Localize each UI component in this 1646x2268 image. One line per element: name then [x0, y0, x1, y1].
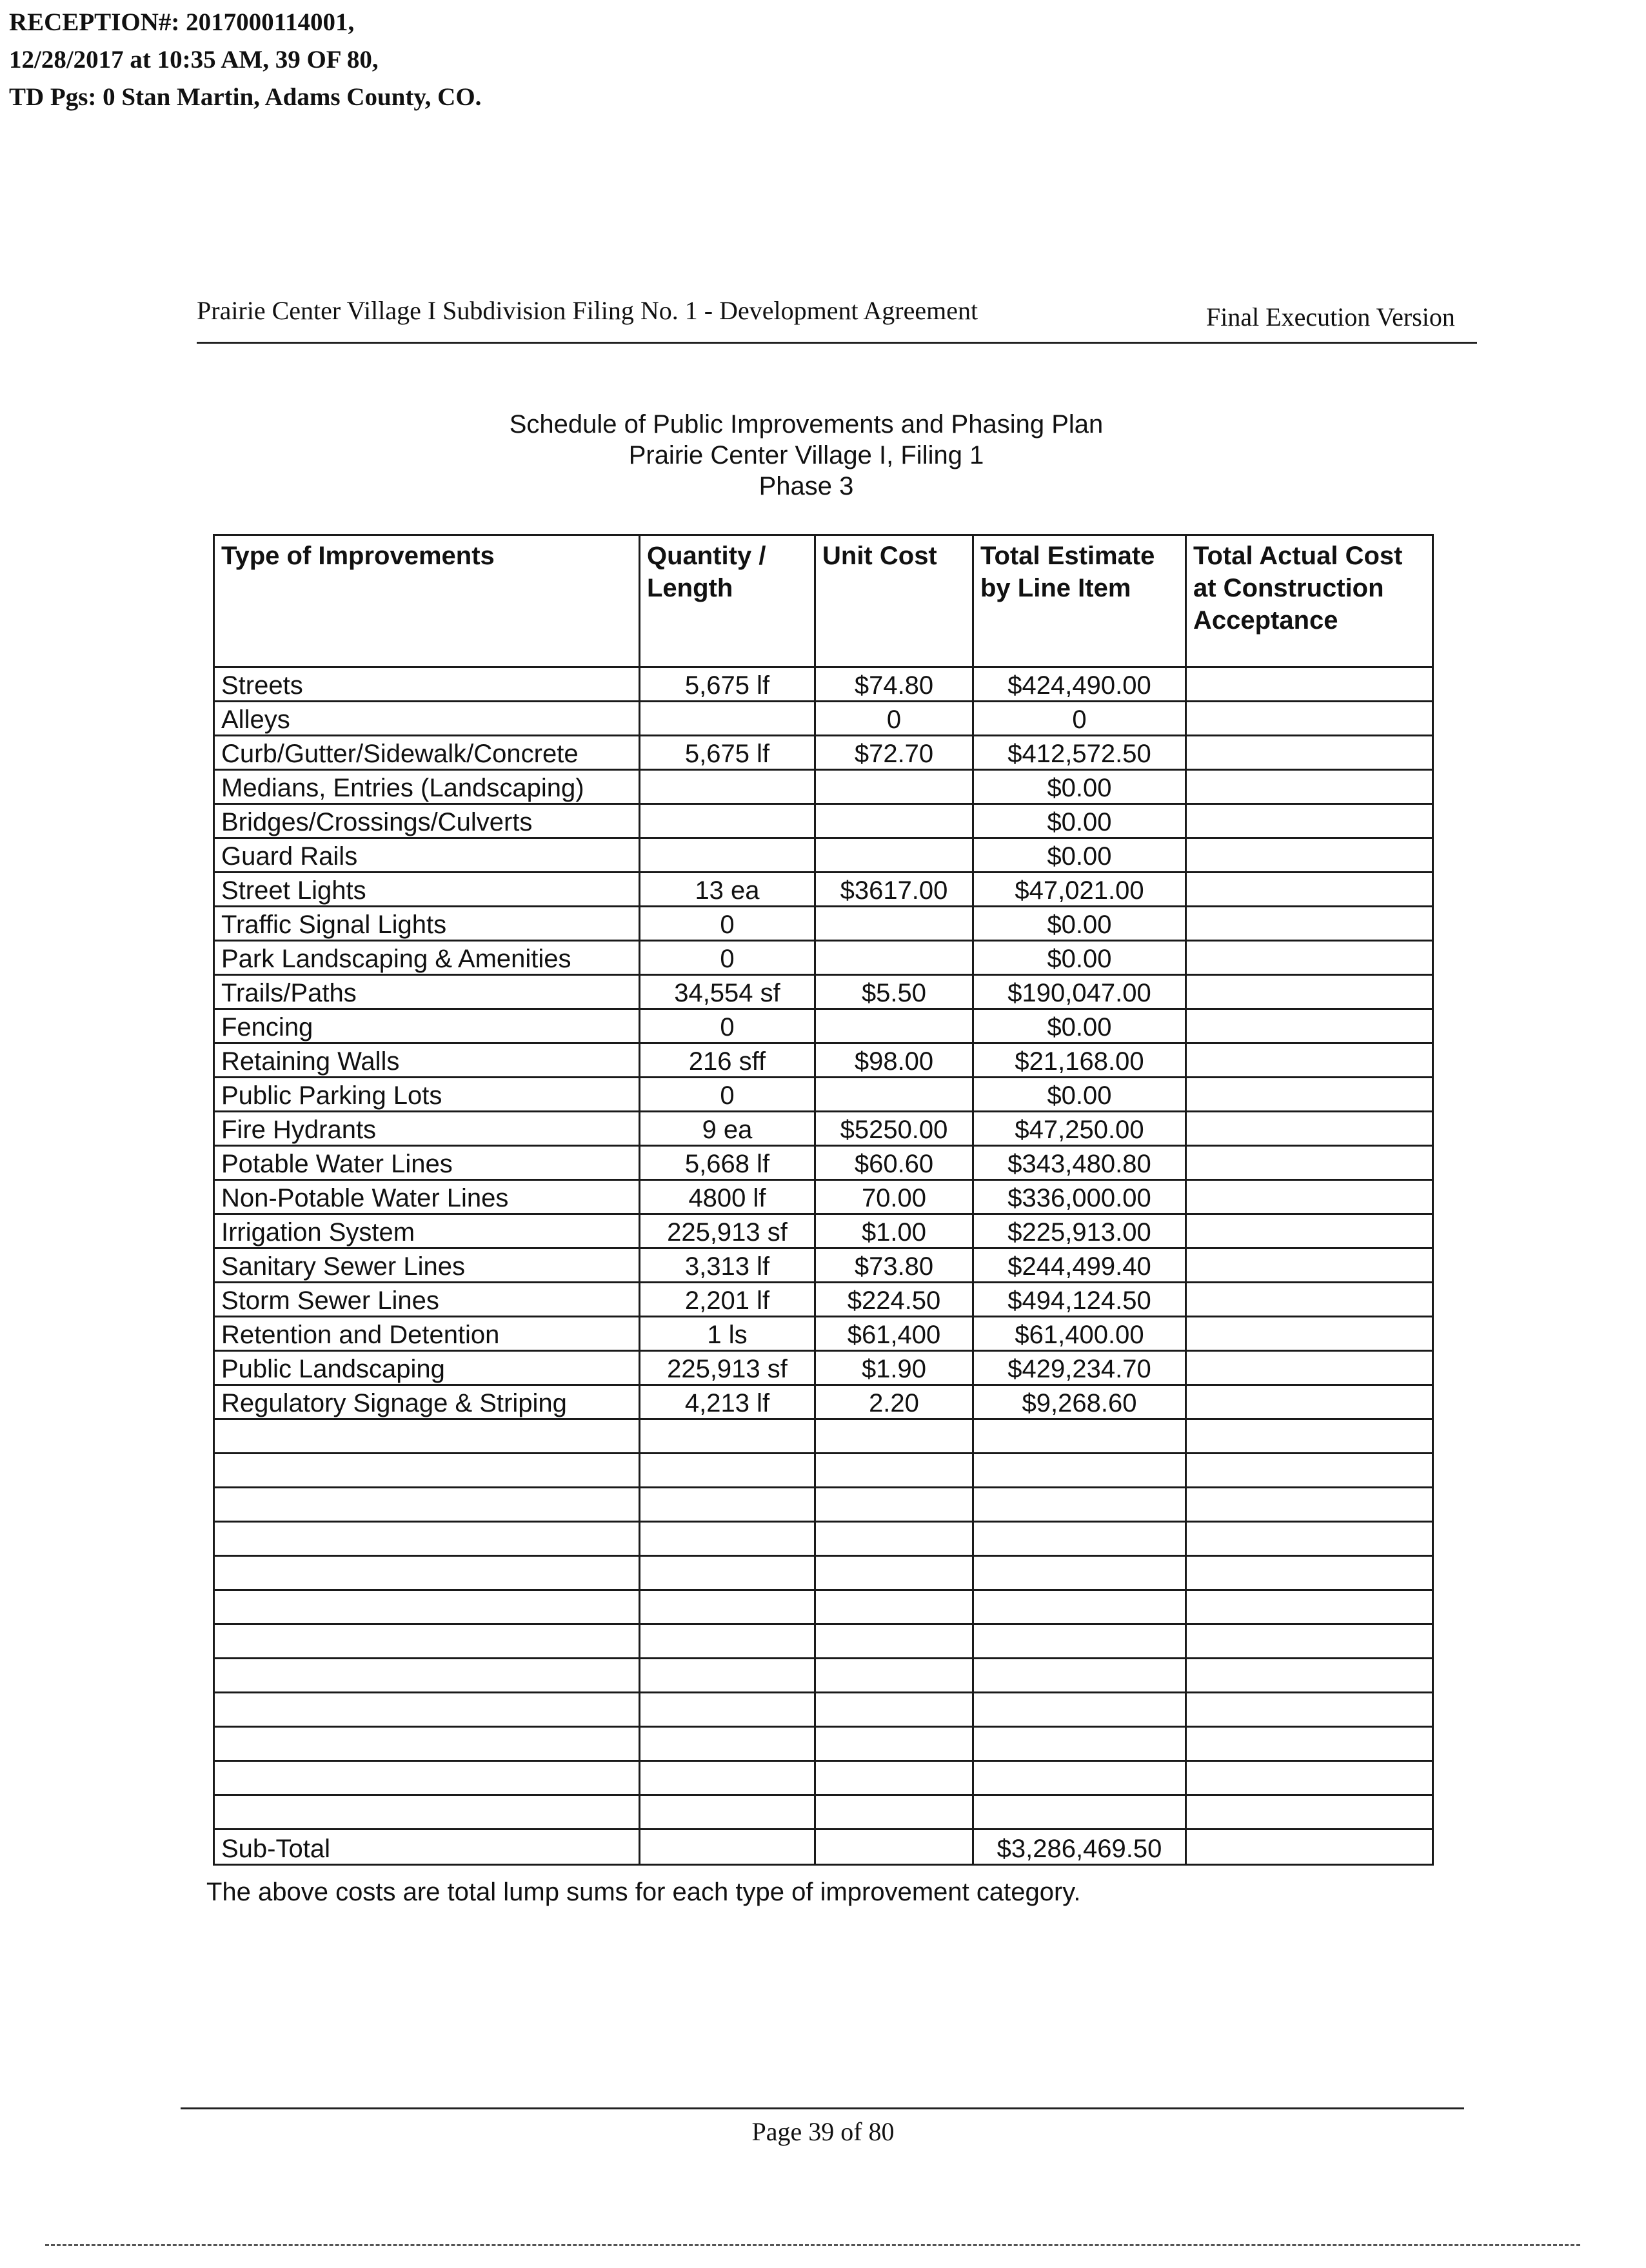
blank-cell	[1186, 1488, 1433, 1522]
blank-cell	[214, 1590, 640, 1624]
total-estimate-cell: $190,047.00	[973, 975, 1186, 1009]
blank-cell	[214, 1454, 640, 1488]
blank-cell	[815, 1795, 973, 1829]
table-row	[214, 1214, 1433, 1248]
blank-row	[214, 1795, 1433, 1829]
blank-cell	[973, 1556, 1186, 1590]
page-number: Page 39 of 80	[751, 2117, 895, 2146]
total-actual-cell	[1186, 1351, 1433, 1385]
quantity-cell: 1 ls	[640, 1317, 815, 1351]
blank-cell	[973, 1761, 1186, 1795]
blank-cell	[815, 1761, 973, 1795]
blank-cell	[1186, 1761, 1433, 1795]
cost-note: The above costs are total lump sums for each type of improvement category.	[206, 1878, 1081, 1906]
total-estimate-cell: $47,021.00	[973, 873, 1186, 907]
blank-cell	[1186, 1659, 1433, 1693]
blank-cell	[214, 1556, 640, 1590]
unit-cost-cell	[815, 1009, 973, 1043]
blank-row	[214, 1659, 1433, 1693]
improvement-type-cell: Traffic Signal Lights	[214, 907, 640, 941]
total-actual-cell	[1186, 1009, 1433, 1043]
unit-cost-cell: 70.00	[815, 1180, 973, 1214]
table-row	[214, 1180, 1433, 1214]
unit-cost-cell: 2.20	[815, 1385, 973, 1419]
total-actual-cell	[1186, 838, 1433, 873]
blank-cell	[815, 1419, 973, 1454]
total-actual-cell	[1186, 1317, 1433, 1351]
table-row	[214, 1351, 1433, 1385]
blank-cell	[640, 1693, 815, 1727]
footer-rule	[181, 2107, 1464, 2109]
blank-cell	[973, 1454, 1186, 1488]
table-row	[214, 941, 1433, 975]
recording-stamp	[9, 4, 481, 116]
improvement-type-cell: Fencing	[214, 1009, 640, 1043]
improvement-type-cell: Sanitary Sewer Lines	[214, 1248, 640, 1283]
blank-cell	[815, 1659, 973, 1693]
blank-cell	[815, 1727, 973, 1761]
unit-cost-cell: $1.90	[815, 1351, 973, 1385]
schedule-title	[451, 409, 1161, 502]
table-row	[214, 1078, 1433, 1112]
total-actual-cell	[1186, 1283, 1433, 1317]
total-actual-cell	[1186, 1180, 1433, 1214]
table-row	[214, 770, 1433, 804]
blank-cell	[640, 1556, 815, 1590]
quantity-cell: 9 ea	[640, 1112, 815, 1146]
blank-cell	[640, 1659, 815, 1693]
blank-cell	[1186, 1454, 1433, 1488]
table-row	[214, 838, 1433, 873]
total-estimate-cell: $0.00	[973, 1009, 1186, 1043]
unit-cost-cell	[815, 1078, 973, 1112]
table-row	[214, 907, 1433, 941]
improvement-type-cell: Curb/Gutter/Sidewalk/Concrete	[214, 736, 640, 770]
subtotal-total-estimate: $3,286,469.50	[973, 1829, 1186, 1865]
header-type: Type of Improvements	[214, 535, 640, 667]
improvements-table	[213, 534, 1434, 1866]
quantity-cell: 5,668 lf	[640, 1146, 815, 1180]
quantity-cell: 0	[640, 941, 815, 975]
title-line-1: Schedule of Public Improvements and Phasing Plan	[509, 410, 1104, 439]
improvement-type-cell: Park Landscaping & Amenities	[214, 941, 640, 975]
total-estimate-cell: $424,490.00	[973, 667, 1186, 702]
table-row	[214, 975, 1433, 1009]
blank-cell	[815, 1556, 973, 1590]
blank-cell	[640, 1454, 815, 1488]
unit-cost-cell	[815, 770, 973, 804]
total-estimate-cell: $0.00	[973, 770, 1186, 804]
quantity-cell	[640, 770, 815, 804]
blank-cell	[1186, 1419, 1433, 1454]
unit-cost-cell: $60.60	[815, 1146, 973, 1180]
total-actual-cell	[1186, 1043, 1433, 1078]
subtotal-unit-cost	[815, 1829, 973, 1865]
table-row	[214, 667, 1433, 702]
blank-cell	[1186, 1624, 1433, 1659]
table-row	[214, 1043, 1433, 1078]
total-actual-cell	[1186, 1248, 1433, 1283]
blank-cell	[1186, 1590, 1433, 1624]
subtotal-quantity	[640, 1829, 815, 1865]
total-actual-cell	[1186, 1214, 1433, 1248]
blank-cell	[214, 1624, 640, 1659]
unit-cost-cell: $98.00	[815, 1043, 973, 1078]
blank-cell	[973, 1590, 1186, 1624]
total-estimate-cell: $336,000.00	[973, 1180, 1186, 1214]
improvement-type-cell: Irrigation System	[214, 1214, 640, 1248]
header-total-actual: Total Actual Cost at Construction Acceptance	[1186, 535, 1433, 667]
blank-cell	[214, 1693, 640, 1727]
blank-cell	[815, 1488, 973, 1522]
blank-row	[214, 1727, 1433, 1761]
table-row	[214, 1009, 1433, 1043]
stamp-line-1: RECEPTION#: 2017000114001,	[9, 8, 355, 36]
improvement-type-cell: Alleys	[214, 702, 640, 736]
total-estimate-cell: $47,250.00	[973, 1112, 1186, 1146]
blank-cell	[973, 1624, 1186, 1659]
unit-cost-cell: $5250.00	[815, 1112, 973, 1146]
blank-cell	[214, 1659, 640, 1693]
total-estimate-cell: $61,400.00	[973, 1317, 1186, 1351]
header-quantity: Quantity / Length	[640, 535, 815, 667]
total-actual-cell	[1186, 1146, 1433, 1180]
blank-cell	[815, 1693, 973, 1727]
blank-cell	[640, 1522, 815, 1556]
blank-row	[214, 1419, 1433, 1454]
improvement-type-cell: Retention and Detention	[214, 1317, 640, 1351]
unit-cost-cell: $72.70	[815, 736, 973, 770]
quantity-cell: 0	[640, 1078, 815, 1112]
blank-cell	[973, 1795, 1186, 1829]
quantity-cell: 5,675 lf	[640, 736, 815, 770]
header-unit-cost: Unit Cost	[815, 535, 973, 667]
unit-cost-cell: $74.80	[815, 667, 973, 702]
subtotal-total-actual	[1186, 1829, 1433, 1865]
blank-cell	[640, 1727, 815, 1761]
blank-cell	[640, 1419, 815, 1454]
document-version: Final Execution Version	[1206, 302, 1455, 331]
blank-row	[214, 1693, 1433, 1727]
blank-row	[214, 1590, 1433, 1624]
quantity-cell: 225,913 sf	[640, 1214, 815, 1248]
blank-cell	[973, 1659, 1186, 1693]
table-row	[214, 702, 1433, 736]
blank-row	[214, 1488, 1433, 1522]
total-actual-cell	[1186, 941, 1433, 975]
blank-cell	[640, 1590, 815, 1624]
unit-cost-cell	[815, 907, 973, 941]
total-estimate-cell: $225,913.00	[973, 1214, 1186, 1248]
improvement-type-cell: Storm Sewer Lines	[214, 1283, 640, 1317]
improvement-type-cell: Bridges/Crossings/Culverts	[214, 804, 640, 838]
total-estimate-cell: $9,268.60	[973, 1385, 1186, 1419]
table-row	[214, 804, 1433, 838]
blank-cell	[973, 1522, 1186, 1556]
unit-cost-cell: $3617.00	[815, 873, 973, 907]
quantity-cell: 4800 lf	[640, 1180, 815, 1214]
blank-cell	[1186, 1556, 1433, 1590]
total-actual-cell	[1186, 975, 1433, 1009]
unit-cost-cell: $1.00	[815, 1214, 973, 1248]
blank-row	[214, 1624, 1433, 1659]
blank-cell	[1186, 1795, 1433, 1829]
improvement-type-cell: Regulatory Signage & Striping	[214, 1385, 640, 1419]
blank-cell	[1186, 1727, 1433, 1761]
blank-cell	[815, 1624, 973, 1659]
unit-cost-cell	[815, 804, 973, 838]
total-estimate-cell: $494,124.50	[973, 1283, 1186, 1317]
blank-row	[214, 1556, 1433, 1590]
document-header-title: Prairie Center Village I Subdivision Filing No. 1 - Development Agreement	[197, 296, 978, 325]
improvement-type-cell: Medians, Entries (Landscaping)	[214, 770, 640, 804]
table-header-row	[214, 535, 1433, 667]
unit-cost-cell: $5.50	[815, 975, 973, 1009]
quantity-cell	[640, 804, 815, 838]
total-actual-cell	[1186, 1112, 1433, 1146]
blank-cell	[640, 1761, 815, 1795]
table-row	[214, 1112, 1433, 1146]
blank-cell	[214, 1727, 640, 1761]
table-row	[214, 736, 1433, 770]
improvement-type-cell: Street Lights	[214, 873, 640, 907]
blank-cell	[1186, 1522, 1433, 1556]
title-line-2: Prairie Center Village I, Filing 1	[628, 441, 984, 469]
total-estimate-cell: $0.00	[973, 1078, 1186, 1112]
blank-cell	[815, 1522, 973, 1556]
quantity-cell: 0	[640, 907, 815, 941]
improvement-type-cell: Streets	[214, 667, 640, 702]
quantity-cell: 4,213 lf	[640, 1385, 815, 1419]
blank-cell	[815, 1590, 973, 1624]
blank-row	[214, 1522, 1433, 1556]
improvement-type-cell: Public Landscaping	[214, 1351, 640, 1385]
blank-cell	[214, 1795, 640, 1829]
unit-cost-cell: $73.80	[815, 1248, 973, 1283]
total-actual-cell	[1186, 873, 1433, 907]
total-estimate-cell: $0.00	[973, 941, 1186, 975]
quantity-cell: 5,675 lf	[640, 667, 815, 702]
table-row	[214, 873, 1433, 907]
total-actual-cell	[1186, 1078, 1433, 1112]
subtotal-row	[214, 1829, 1433, 1865]
quantity-cell: 216 sff	[640, 1043, 815, 1078]
table-row	[214, 1146, 1433, 1180]
total-actual-cell	[1186, 702, 1433, 736]
quantity-cell: 13 ea	[640, 873, 815, 907]
blank-cell	[214, 1761, 640, 1795]
unit-cost-cell: $224.50	[815, 1283, 973, 1317]
scan-edge-line	[45, 2244, 1580, 2246]
unit-cost-cell	[815, 941, 973, 975]
blank-cell	[214, 1488, 640, 1522]
blank-row	[214, 1761, 1433, 1795]
blank-cell	[973, 1488, 1186, 1522]
blank-cell	[973, 1727, 1186, 1761]
total-estimate-cell: $244,499.40	[973, 1248, 1186, 1283]
total-estimate-cell: 0	[973, 702, 1186, 736]
table-row	[214, 1385, 1433, 1419]
total-actual-cell	[1186, 907, 1433, 941]
title-line-3: Phase 3	[759, 472, 854, 500]
total-estimate-cell: $0.00	[973, 804, 1186, 838]
quantity-cell	[640, 838, 815, 873]
improvement-type-cell: Guard Rails	[214, 838, 640, 873]
total-estimate-cell: $21,168.00	[973, 1043, 1186, 1078]
improvement-type-cell: Fire Hydrants	[214, 1112, 640, 1146]
improvement-type-cell: Trails/Paths	[214, 975, 640, 1009]
header-total-estimate: Total Estimate by Line Item	[973, 535, 1186, 667]
improvement-type-cell: Potable Water Lines	[214, 1146, 640, 1180]
improvement-type-cell: Public Parking Lots	[214, 1078, 640, 1112]
total-actual-cell	[1186, 1385, 1433, 1419]
total-actual-cell	[1186, 804, 1433, 838]
total-estimate-cell: $429,234.70	[973, 1351, 1186, 1385]
quantity-cell	[640, 702, 815, 736]
improvement-type-cell: Retaining Walls	[214, 1043, 640, 1078]
improvement-type-cell: Non-Potable Water Lines	[214, 1180, 640, 1214]
total-actual-cell	[1186, 736, 1433, 770]
blank-cell	[640, 1624, 815, 1659]
total-estimate-cell: $0.00	[973, 838, 1186, 873]
blank-cell	[815, 1454, 973, 1488]
blank-cell	[1186, 1693, 1433, 1727]
stamp-line-3: TD Pgs: 0 Stan Martin, Adams County, CO.	[9, 83, 482, 111]
blank-cell	[973, 1693, 1186, 1727]
total-estimate-cell: $343,480.80	[973, 1146, 1186, 1180]
header-rule	[197, 342, 1477, 344]
blank-cell	[214, 1419, 640, 1454]
unit-cost-cell	[815, 838, 973, 873]
unit-cost-cell: 0	[815, 702, 973, 736]
quantity-cell: 2,201 lf	[640, 1283, 815, 1317]
blank-row	[214, 1454, 1433, 1488]
table-row	[214, 1248, 1433, 1283]
total-actual-cell	[1186, 667, 1433, 702]
blank-cell	[214, 1522, 640, 1556]
blank-cell	[640, 1795, 815, 1829]
blank-cell	[973, 1419, 1186, 1454]
quantity-cell: 225,913 sf	[640, 1351, 815, 1385]
total-estimate-cell: $412,572.50	[973, 736, 1186, 770]
quantity-cell: 0	[640, 1009, 815, 1043]
subtotal-label: Sub-Total	[214, 1829, 640, 1865]
table-body	[214, 667, 1433, 1865]
quantity-cell: 3,313 lf	[640, 1248, 815, 1283]
stamp-line-2: 12/28/2017 at 10:35 AM, 39 OF 80,	[9, 46, 379, 74]
table-row	[214, 1283, 1433, 1317]
unit-cost-cell: $61,400	[815, 1317, 973, 1351]
blank-cell	[640, 1488, 815, 1522]
total-actual-cell	[1186, 770, 1433, 804]
total-estimate-cell: $0.00	[973, 907, 1186, 941]
quantity-cell: 34,554 sf	[640, 975, 815, 1009]
table-row	[214, 1317, 1433, 1351]
